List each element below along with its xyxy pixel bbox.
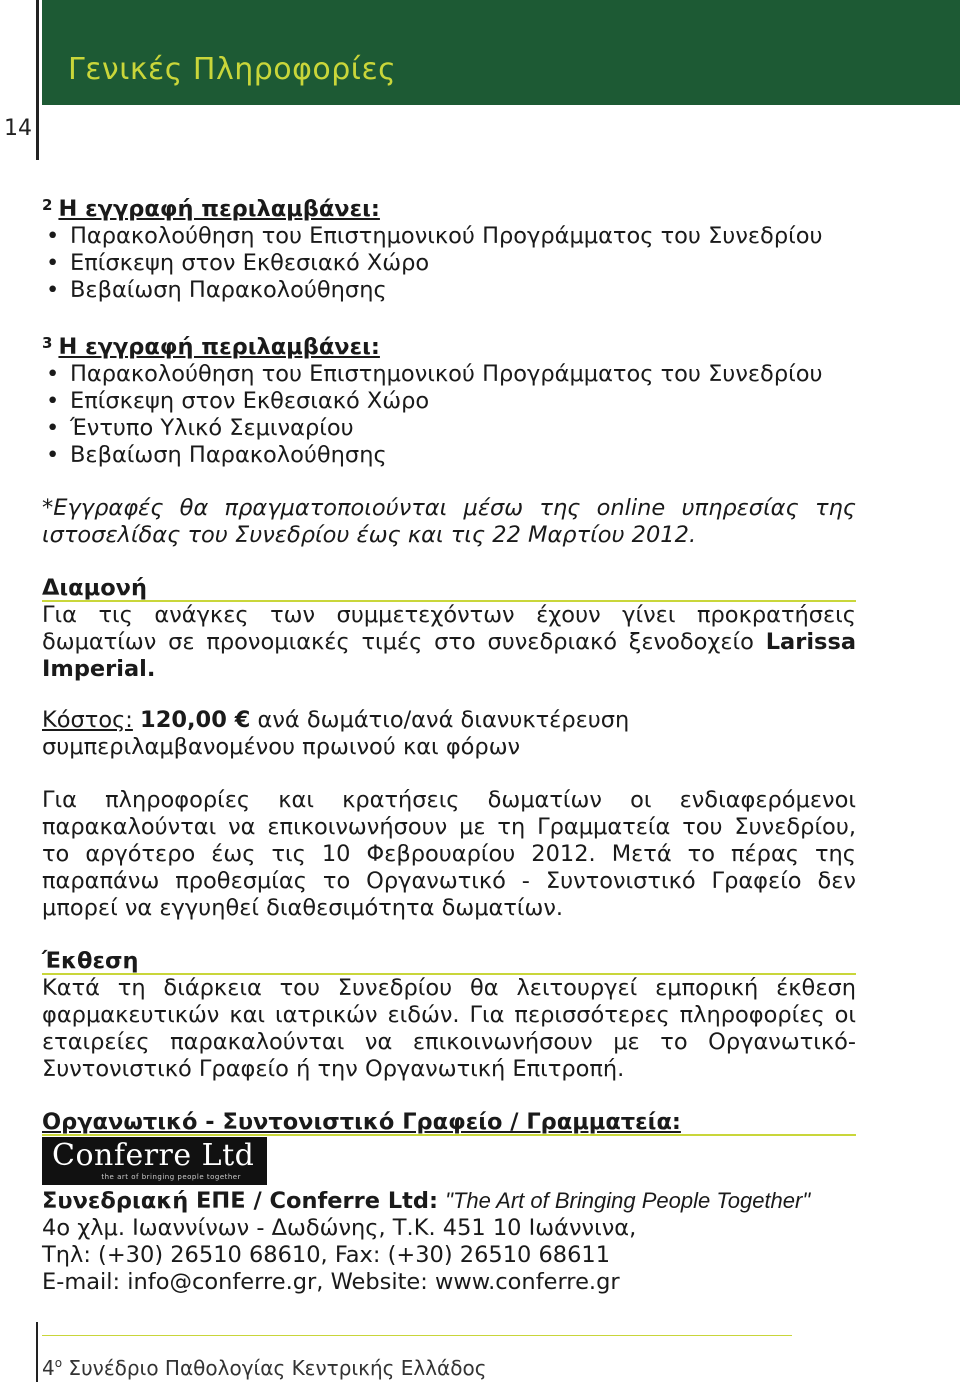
stay-text [42,602,856,683]
page-title: Γενικές Πληροφορίες [68,52,397,87]
cost-value: 120,00 € [140,707,251,733]
registration-note: *Εγγραφές θα πραγματοποιούνται μέσω της online υπηρεσίας της ιστοσελίδας του Συνεδρίου έως και τις 22 Μαρτίου 2012. [42,495,856,548]
footnote-marker: 2 [42,196,53,214]
list-item: • Παρακολούθηση του Επιστημονικού Προγράμματος του Συνεδρίου [42,361,856,388]
list-item: • Παρακολούθηση του Επιστημονικού Προγράμματος του Συνεδρίου [42,223,856,250]
list-item: • Επίσκεψη στον Εκθεσιακό Χώρο [42,250,856,277]
cost-description: ανά δωμάτιο/ανά διανυκτέρευση συμπεριλαμβανομένου πρωινού και φόρων [42,707,630,760]
organizer-section [42,1109,856,1136]
footer-number: 4 [42,1356,55,1380]
cost-label: Κόστος: [42,707,133,733]
company-phone: Τηλ: (+30) 26510 68610, Fax: (+30) 26510 68611 [42,1242,611,1268]
conferre-logo [42,1137,267,1185]
footer-superscript: ο [54,1356,63,1370]
exhibition-section [42,948,856,1083]
organizer-contact [42,1187,872,1296]
list-item: • Επίσκεψη στον Εκθεσιακό Χώρο [42,388,856,415]
footer-text [42,1356,486,1380]
footer-rule [42,1335,792,1336]
cost-line [42,707,856,761]
list-item: • Βεβαίωση Παρακολούθησης [42,277,856,304]
registration-2-block [42,192,856,304]
logo-wordmark: Conferre Ltd [52,1138,255,1173]
stay-section [42,575,856,922]
main-content [42,192,856,1136]
registration-3-list [42,361,856,469]
footer-divider [36,1322,38,1382]
list-item: • Έντυπο Υλικό Σεμιναρίου [42,415,856,442]
registration-2-list [42,223,856,304]
hotel-name: Larissa Imperial. [42,629,857,682]
footer-title: Συνέδριο Παθολογίας Κεντρικής Ελλάδος [62,1356,487,1380]
company-address: 4ο χλμ. Ιωαννίνων - Δωδώνης, Τ.Κ. 451 10 Ιωάννινα, [42,1215,637,1241]
company-name: Συνεδριακή ΕΠΕ / Conferre Ltd: [42,1188,439,1214]
logo-tagline: the art of bringing people together [101,1173,241,1181]
list-item: • Βεβαίωση Παρακολούθησης [42,442,856,469]
registration-heading: Η εγγραφή περιλαμβάνει: [58,196,380,222]
exhibition-text: Κατά τη διάρκεια του Συνεδρίου θα λειτουργεί εμπορική έκθεση φαρμακευτικών και ιατρικών ειδών. Για περισσότερες πληροφορίες οι εταιρείες παρακαλούνται να επικοινωνήσουν με το Οργανωτικό-Συντονιστικό Γραφείο ή την Οργανωτική Επιτροπή. [42,975,856,1082]
stay-description: Για τις ανάγκες των συμμετεχόντων έχουν γίνει προκρατήσεις δωματίων σε προνομιακές τιμές στο συνεδριακό ξενοδοχείο [42,602,856,655]
footnote-marker: 3 [42,334,53,352]
header-divider [36,0,39,160]
company-slogan: "The Art of Bringing People Together" [445,1188,811,1213]
company-email: E-mail: info@conferre.gr, Website: www.conferre.gr [42,1269,620,1295]
section-title-organizer: Οργανωτικό - Συντονιστικό Γραφείο / Γραμματεία: [42,1109,681,1135]
registration-3-block [42,330,856,469]
section-title-stay: Διαμονή [42,575,147,601]
page-number: 14 [4,116,32,141]
registration-heading: Η εγγραφή περιλαμβάνει: [58,334,380,360]
stay-info: Για πληροφορίες και κρατήσεις δωματίων οι ενδιαφερόμενοι παρακαλούνται να επικοινωνήσουν με τη Γραμματεία του Συνεδρίου, το αργότερο έως τις 10 Φεβρουαρίου 2012. Μετά το πέρας της παραπάνω προθεσμίας το Οργανωτικό - Συντονιστικό Γραφείο δεν μπορεί να εγγυηθεί διαθεσιμότητα δωματίων. [42,787,856,921]
section-title-exhibition: Έκθεση [42,948,139,974]
